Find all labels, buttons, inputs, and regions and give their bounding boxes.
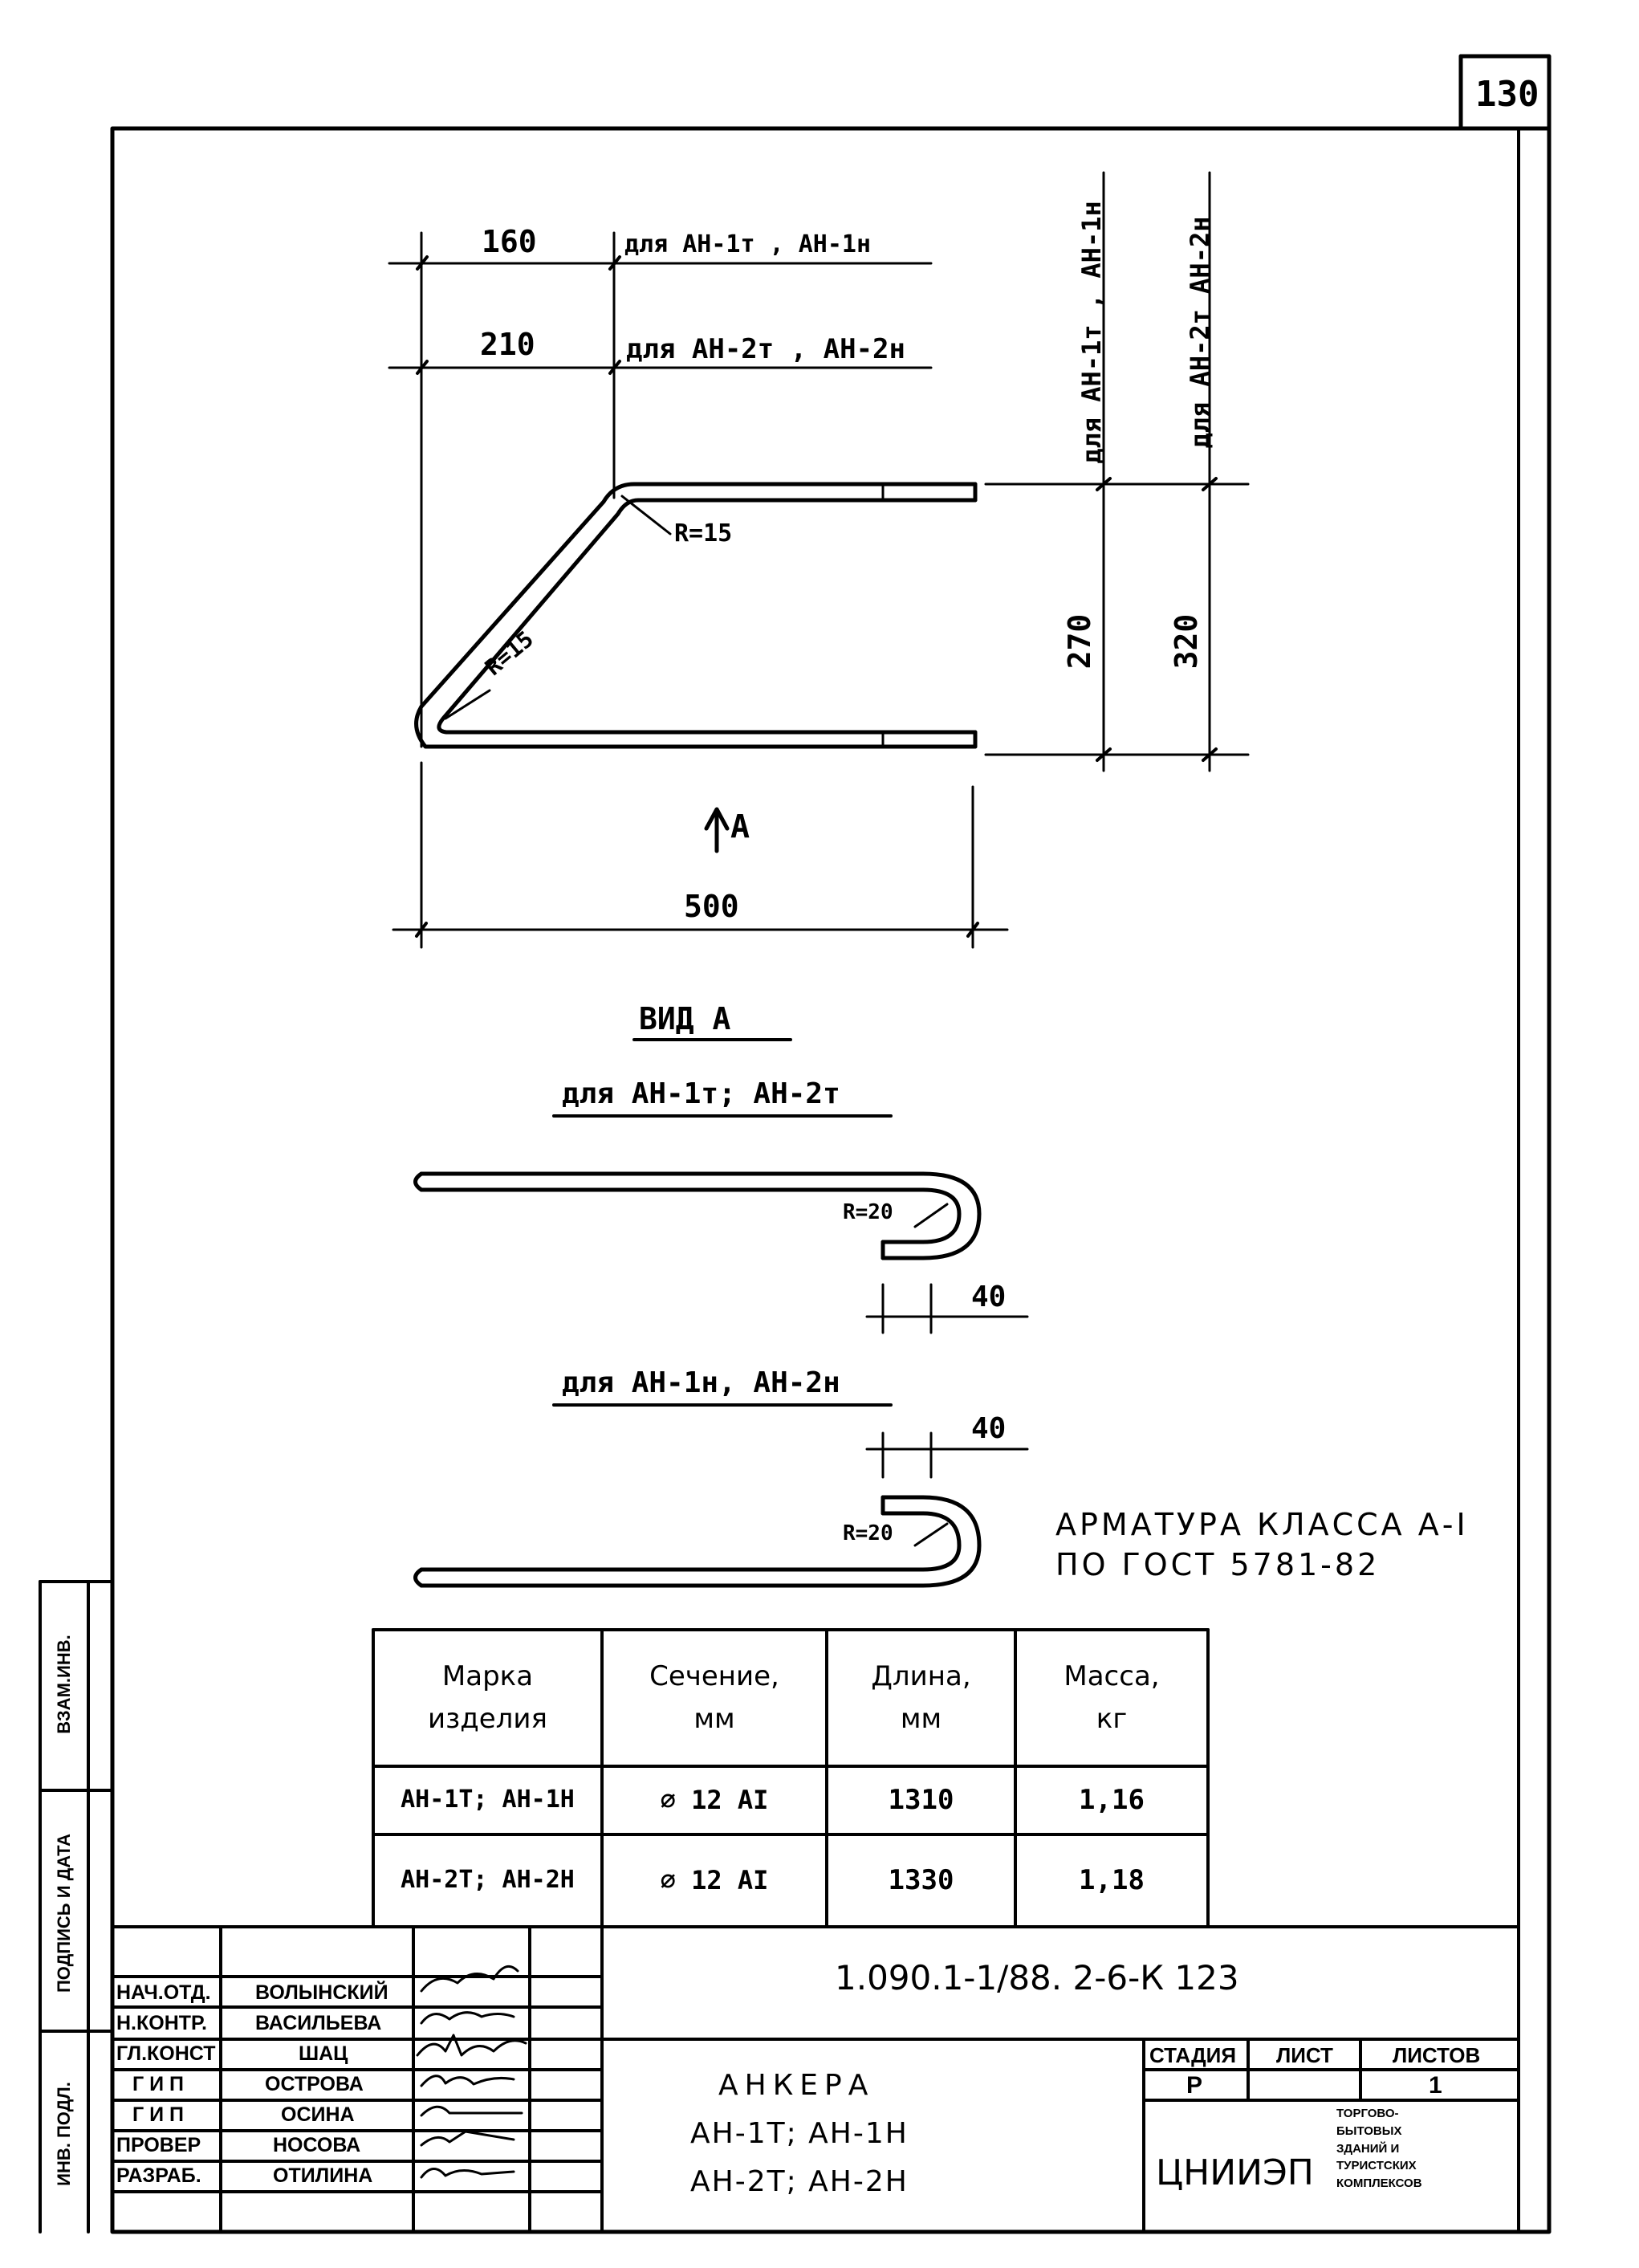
- signatures: [417, 1966, 526, 2177]
- view-a-title: ВИД А: [639, 1001, 731, 1036]
- spec-row-1-section: ⌀ 12 АI: [660, 1784, 769, 1815]
- sheets-value: 1: [1429, 2072, 1442, 2099]
- spec-row-1-mark: АН-1Т; АН-1Н: [401, 1785, 575, 1814]
- document-code: 1.090.1-1/88. 2-6-К 123: [835, 1958, 1239, 1997]
- view-a-sub1: для АН-1т; АН-2т: [562, 1077, 840, 1110]
- role-gip-1: Г И П: [132, 2073, 185, 2095]
- organization-full: ТОРГОВО- БЫТОВЫХ ЗДАНИЙ И ТУРИСТСКИХ КОМПЛЕКСОВ: [1336, 2107, 1422, 2190]
- view-arrow-label: А: [730, 808, 750, 845]
- side-stamp-replacement: ВЗАМ.ИНВ.: [54, 1635, 74, 1734]
- radius-bottom-label: R=15: [480, 625, 539, 681]
- spec-row-1-mass: 1,16: [1079, 1784, 1145, 1817]
- name-7: ОТИЛИНА: [273, 2164, 373, 2187]
- name-1: ВОЛЫНСКИЙ: [255, 1981, 388, 2004]
- sheet-header: ЛИСТ: [1276, 2043, 1333, 2067]
- organization: ЦНИИЭП: [1156, 2152, 1314, 2193]
- product-marks-1: АН-1Т; АН-1Н: [690, 2117, 909, 2150]
- dim-160-label: 160: [482, 224, 537, 259]
- dim-270-note: для АН-1т , АН-1н: [1076, 201, 1107, 464]
- dim-210-note: для АН-2т , АН-2н: [626, 333, 905, 365]
- view-a-sub2: для АН-1н, АН-2н: [562, 1366, 840, 1399]
- view-a-sub2-dim: 40: [971, 1412, 1007, 1445]
- spec-row-2-length: 1330: [888, 1864, 954, 1897]
- spec-row-1-length: 1310: [888, 1784, 954, 1817]
- role-gip-2: Г И П: [132, 2103, 185, 2126]
- side-stamp-original: ИНВ. ПОДЛ.: [54, 2082, 74, 2186]
- spec-header-mass: Масса, кг: [1064, 1660, 1160, 1735]
- hook-2-outer: [421, 1497, 979, 1586]
- view-a-sub1-dim: 40: [971, 1281, 1007, 1313]
- dim-270-label: 270: [1062, 613, 1097, 670]
- spec-header-length: Длина, мм: [871, 1660, 971, 1735]
- note-line-1: АРМАТУРА КЛАССА А-I: [1055, 1507, 1469, 1542]
- role-norm-control: Н.КОНТР.: [116, 2012, 207, 2034]
- spec-row-2-mass: 1,18: [1079, 1864, 1145, 1897]
- side-stamp-signature: ПОДПИСЬ И ДАТА: [54, 1833, 74, 1993]
- sheets-header: ЛИСТОВ: [1393, 2043, 1481, 2067]
- product-title: АНКЕРА: [718, 2069, 875, 2102]
- name-5: ОСИНА: [281, 2103, 355, 2126]
- note-line-2: ПО ГОСТ 5781-82: [1055, 1547, 1381, 1582]
- spec-row-2-section: ⌀ 12 АI: [660, 1864, 769, 1895]
- spec-header-section: Сечение, мм: [649, 1660, 779, 1735]
- dim-500-label: 500: [684, 889, 739, 924]
- role-chief-designer: ГЛ.КОНСТ: [116, 2042, 216, 2065]
- view-a-sub1-radius: R=20: [843, 1200, 893, 1224]
- page-number: 130: [1475, 74, 1539, 115]
- role-developed: РАЗРАБ.: [116, 2164, 201, 2187]
- dim-320-label: 320: [1169, 613, 1204, 670]
- hook-1-outer: [421, 1174, 979, 1258]
- stage-header: СТАДИЯ: [1149, 2043, 1237, 2067]
- view-a-sub2-radius: R=20: [843, 1521, 893, 1545]
- stage-value: Р: [1186, 2072, 1203, 2099]
- name-2: ВАСИЛЬЕВА: [255, 2012, 382, 2034]
- role-checked: ПРОВЕР: [116, 2134, 201, 2156]
- name-3: ШАЦ: [299, 2042, 348, 2065]
- spec-header-mark: Марка изделия: [428, 1660, 547, 1735]
- name-4: ОСТРОВА: [265, 2073, 364, 2095]
- spec-row-2-mark: АН-2Т; АН-2Н: [401, 1866, 575, 1895]
- product-marks-2: АН-2Т; АН-2Н: [690, 2165, 909, 2198]
- dim-160-note: для АН-1т , АН-1н: [624, 230, 872, 259]
- dim-320-note: для АН-2т АН-2н: [1185, 216, 1215, 449]
- role-head-dept: НАЧ.ОТД.: [116, 1981, 211, 2004]
- radius-top-label: R=15: [674, 519, 733, 548]
- dim-210-label: 210: [480, 327, 535, 362]
- name-6: НОСОВА: [273, 2134, 361, 2156]
